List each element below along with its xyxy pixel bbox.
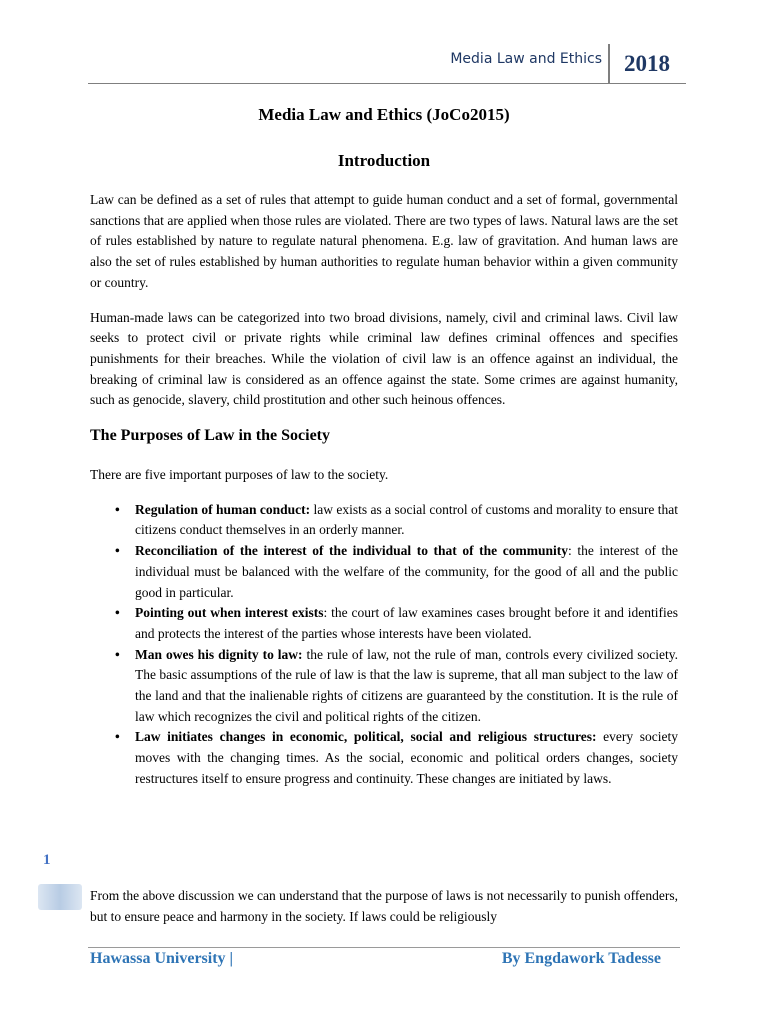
section-intro: There are five important purposes of law to the society. [90,467,389,483]
bullet-icon: • [115,543,120,559]
bullet-icon: • [115,605,120,621]
list-item-text: the rule of law, not the rule of man, controls every civilized society. The basic assumptions of the rule of law is that the law is supreme, that all man subject to the law of the land and that the inalienable rights of citizens are guaranteed by the constitution. It is the rule of law which recognizes the civil and political rights of the citizen. [135,646,679,724]
list-item-text: every society moves with the changing times. As the social, economic and political orders changes, society restructures itself to ensure progress and continuity. These changes are initiated by laws. [135,729,678,786]
list-item-text: law exists as a social control of customs and morality to ensure that citizens conduct themselves in an orderly manner. [135,501,678,538]
list-item-lead: Regulation of human conduct: [135,501,311,517]
bullet-icon: • [115,729,120,745]
list-item-lead: Pointing out when interest exists [135,605,324,621]
header-divider [608,44,610,84]
list-item-text: : the interest of the individual must be balanced with the welfare of the community, for the good of all and the public good in particular. [135,543,678,600]
list-item [115,500,678,541]
list-item [115,645,679,728]
list-item-lead: Law initiates changes in economic, political, social and religious structures: [135,729,597,745]
header-year: 2018 [624,51,670,76]
paragraph-2: Human-made laws can be categorized into two broad divisions, namely, civil and criminal laws. Civil law seeks to protect civil or private rights while criminal law defines criminal offences and specifies punishments for their breaches. While the violation of civil law is an offence against an individual, the breaking of criminal law is considered as an offence against the state. Some crimes are against humanity, such as genocide, slavery, child prostitution and other such heinous offences. [90,309,678,408]
header-rule [88,83,686,84]
section-heading: The Purposes of Law in the Society [90,427,330,445]
list-item [115,727,678,789]
page-number: 1 [43,852,51,868]
header-title: Media Law and Ethics [450,51,602,67]
list-item [115,603,678,644]
bullet-icon: • [115,646,120,662]
tail-paragraph: From the above discussion we can understand that the purpose of laws is not necessarily to punish offenders, but to ensure peace and harmony in the society. If laws could be religiously [90,888,678,924]
list-item [115,541,678,603]
list-item-lead: Reconciliation of the interest of the individual to that of the community [135,543,568,559]
list-item-lead: Man owes his dignity to law: [135,646,303,662]
paragraph-1: Law can be defined as a set of rules that attempt to guide human conduct and a set of formal, governmental sanctions that are applied when those rules are violated. There are two types of laws. Natural laws are the set of rules established by nature to regulate natural phenomena. E.g. law of gravitation. And human laws are also the set of rules established by human authorities to regulate human behavior within a given community or country. [90,192,678,290]
footer-institution: Hawassa University | [90,950,234,967]
list-item-text: : the court of law examines cases brought before it and identifies and protects the interest of the parties whose interests have been violated. [135,605,678,641]
document-body [90,104,678,790]
purposes-list [90,500,678,790]
page-tab-decoration [38,884,82,910]
document-subtitle: Introduction [337,151,431,170]
footer-author: By Engdawork Tadesse [501,950,661,967]
footer-rule [88,947,680,948]
document-title: Media Law and Ethics (JoCo2015) [258,105,510,124]
page-header [88,44,686,84]
bullet-icon: • [115,501,120,517]
